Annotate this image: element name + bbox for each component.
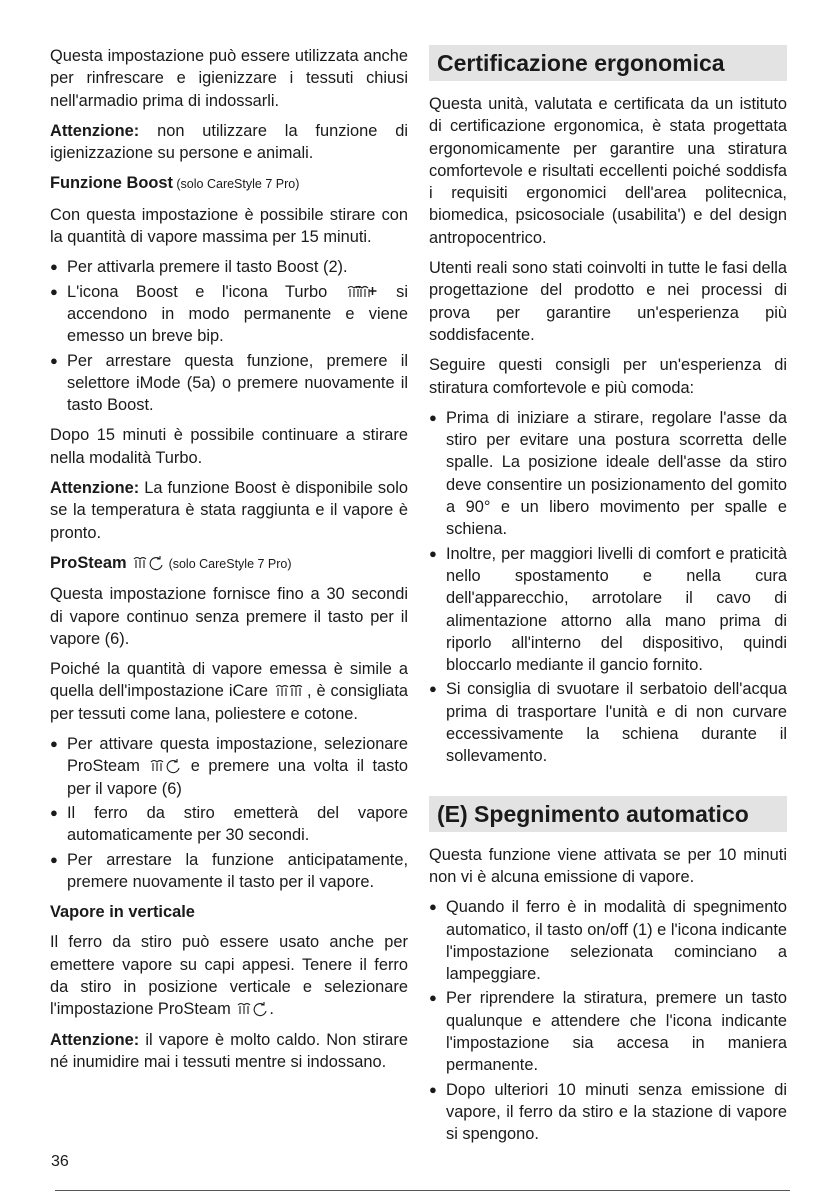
- prosteam-heading: [50, 552, 408, 575]
- prosteam-paragraph: Questa impostazione fornisce fino a 30 secondi di vapore continuo senza premere il tasto per il vapore (6).: [50, 585, 408, 648]
- boost-title: Funzione Boost: [50, 174, 173, 193]
- list-item: ● Per attivarla premere il tasto Boost (2).: [50, 256, 408, 278]
- attention-label: Attenzione:: [50, 479, 140, 498]
- prosteam-list: [50, 733, 408, 893]
- boost-heading: [50, 172, 408, 195]
- list-item: ● Per arrestare la funzione anticipatamente, premere nuovamente il tasto per il vapore.: [50, 849, 408, 894]
- list-item: ● Prima di iniziare a stirare, regolare l'asse da stiro per evitare una postura scorretta delle spalle. La posizione ideale dell'asse da stiro deve consentire un posizionamento del gomito a 90° e un libero movimento per spalle e schiena.: [429, 407, 787, 541]
- prosteam-title: ProSteam: [50, 553, 127, 572]
- right-column: [429, 45, 787, 1153]
- list-item: ● Dopo ulteriori 10 minuti senza emissione di vapore, il ferro da stiro e la stazione di vapore si spengono.: [429, 1079, 787, 1146]
- attention-text: non utilizzare la funzione di igienizzazione su persone e animali.: [50, 121, 408, 163]
- prosteam-model-note: (solo CareStyle 7 Pro): [165, 556, 292, 571]
- list-item: ● Per arrestare questa funzione, premere il selettore iMode (5a) o premere nuovamente il tasto Boost.: [50, 350, 408, 417]
- list-item-text: L'icona Boost e l'icona Turbo: [67, 282, 345, 301]
- icare-icon: [274, 682, 306, 697]
- left-column: [50, 45, 408, 1081]
- intro-paragraph: Questa impostazione può essere utilizzata anche per rinfrescare e igienizzare i tessuti chiusi nell'armadio prima di indossarli.: [50, 47, 408, 110]
- boost-after-paragraph: Dopo 15 minuti è possibile continuare a stirare nella modalità Turbo.: [50, 426, 408, 467]
- attention-label: Attenzione:: [50, 1030, 140, 1049]
- page-number: 36: [51, 1153, 69, 1170]
- prosteam-text: , è consigliata per tessuti come lana, poliestere e cotone.: [50, 682, 408, 723]
- list-item: [50, 733, 408, 800]
- list-item: ● Il ferro da stiro emetterà del vapore automaticamente per 30 secondi.: [50, 802, 408, 847]
- list-item: ● Quando il ferro è in modalità di spegnimento automatico, il tasto on/off (1) e l'icona indicante l'impostazione selezionata cominciano a lampeggiare.: [429, 896, 787, 985]
- list-item-text: si accendono in modo permanente e viene emesso un breve bip.: [67, 282, 408, 346]
- attention-label: Attenzione:: [50, 121, 140, 140]
- attention-note: [50, 477, 408, 544]
- prosteam-paragraph: [50, 658, 408, 725]
- cert-list: [429, 407, 787, 768]
- attention-note: [50, 1029, 408, 1074]
- vertical-steam-heading: Vapore in verticale: [50, 903, 195, 922]
- prosteam-icon: [132, 554, 164, 569]
- vertical-text: .: [269, 1000, 274, 1019]
- attention-text: La funzione Boost è disponibile solo se la temperatura è stata raggiunta e il vapore è pronto.: [50, 479, 408, 542]
- list-item: ● Per riprendere la stiratura, premere un tasto qualunque e attendere che l'icona indicante l'impostazione sia accesa in maniera permanente.: [429, 987, 787, 1076]
- attention-note: [50, 120, 408, 165]
- prosteam-icon: [236, 1000, 268, 1015]
- list-item: ● Si consiglia di svuotare il serbatoio dell'acqua prima di trasportare l'unità e di non curvare eccessivamente la schiena durante il sollevamento.: [429, 678, 787, 767]
- list-item: [50, 281, 408, 348]
- auto-shutoff-list: [429, 896, 787, 1145]
- prosteam-icon: [149, 757, 181, 772]
- bottom-divider: [55, 1190, 790, 1191]
- boost-paragraph: Con questa impostazione è possibile stirare con la quantità di vapore massima per 15 minuti.: [50, 205, 408, 247]
- auto-shutoff-heading: (E) Spegnimento automatico: [429, 796, 787, 832]
- cert-paragraph: Seguire questi consigli per un'esperienza di stiratura comfortevole e più comoda:: [429, 356, 787, 397]
- auto-shutoff-paragraph: Questa funzione viene attivata se per 10 minuti non vi è alcuna emissione di vapore.: [429, 845, 787, 886]
- attention-text: il vapore è molto caldo. Non stirare né inumidire mai i tessuti mentre si indossano.: [50, 1030, 408, 1071]
- cert-paragraph: Questa unità, valutata e certificata da un istituto di certificazione ergonomica, è stata progettata ergonomicamente per garantire una stiratura comfortevole e risultati eccellenti poiché soddisfa i requisiti ergonomici dell'area politecnica, biomedica, psicosociale (usabilita') e del design antropocentrico.: [429, 95, 787, 247]
- ergonomic-certification-heading: Certificazione ergonomica: [429, 45, 787, 81]
- prosteam-text: Poiché la quantità di vapore emessa è simile a quella dell'impostazione iCare: [50, 660, 408, 701]
- vertical-text: Il ferro da stiro può essere usato anche per emettere vapore su capi appesi. Tenere il ferro da stiro in posizione verticale e selezionare l'impostazione ProSteam: [50, 933, 408, 1019]
- boost-model-note: (solo CareStyle 7 Pro): [172, 177, 300, 192]
- turbo-steam-icon: [346, 283, 378, 298]
- boost-list: [50, 256, 408, 416]
- cert-paragraph: Utenti reali sono stati coinvolti in tutte le fasi della progettazione del prodotto e nei processi di prova per garantire un'esperienza più soddisfacente.: [429, 259, 787, 344]
- list-item-text: Per attivare questa impostazione, selezionare ProSteam: [67, 735, 408, 776]
- list-item: ● Inoltre, per maggiori livelli di comfort e praticità nello spostamento e nella cura dell'apparecchio, arrotolare il cavo di alimentazione attorno alla mano prima di riporlo all'interno del dispositivo, quindi bloccarlo mediante il gancio fornito.: [429, 543, 787, 677]
- list-item-text: e premere una volta il tasto per il vapore (6): [67, 757, 408, 798]
- vertical-steam-paragraph: [50, 931, 408, 1020]
